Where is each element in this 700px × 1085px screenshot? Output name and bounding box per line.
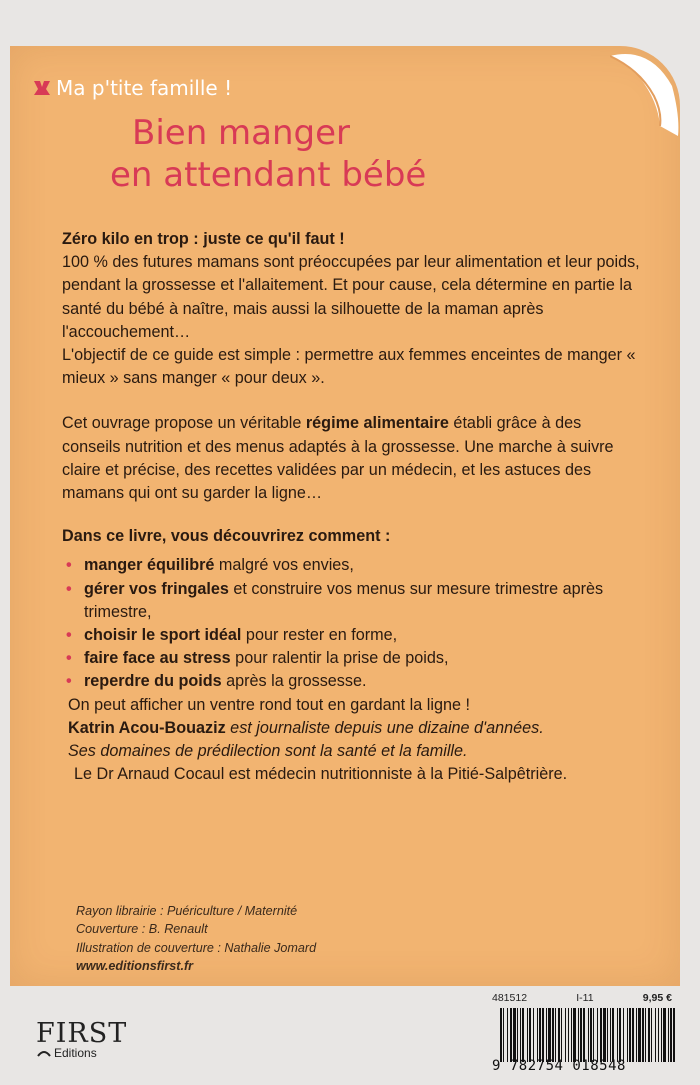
barcode-bar <box>561 1008 562 1062</box>
barcode-bar <box>648 1008 650 1062</box>
barcode-bar <box>517 1008 518 1062</box>
discover-heading: Dans ce livre, vous découvrirez comment : <box>62 527 391 546</box>
author-1-line-2: Ses domaines de prédilection sont la santé et la famille. <box>68 742 468 761</box>
barcode-bar <box>632 1008 634 1062</box>
item-bold: reperdre du poids <box>84 672 222 691</box>
barcode-bar <box>513 1008 516 1062</box>
product-code: 481512 <box>492 992 528 1004</box>
barcode-bar <box>580 1008 582 1062</box>
ampersand-icon <box>36 1048 52 1058</box>
barcode-bar <box>558 1008 560 1062</box>
item-rest: pour rester en forme, <box>241 626 398 645</box>
barcode-bar <box>661 1008 662 1062</box>
offer-bold: régime alimentaire <box>305 414 449 433</box>
barcode-bar <box>548 1008 551 1062</box>
barcode-bar <box>623 1008 624 1062</box>
author-2-post: est médecin nutritionniste à la Pitié-Salpêtrière. <box>224 765 568 784</box>
barcode-bar <box>583 1008 585 1062</box>
barcode-bar <box>588 1008 589 1062</box>
barcode-bar <box>612 1008 614 1062</box>
barcode-bar <box>668 1008 669 1062</box>
barcode-meta <box>492 992 672 1004</box>
barcode-bar <box>500 1008 502 1062</box>
item-rest: malgré vos envies, <box>214 556 354 575</box>
page-curl-corner <box>610 46 680 136</box>
barcode-bar <box>537 1008 538 1062</box>
list-item <box>62 647 642 670</box>
item-bold: gérer vos fringales <box>84 579 229 598</box>
barcode-bar <box>520 1008 521 1062</box>
publisher-name: FIRST <box>36 1018 128 1049</box>
barcode-bar <box>527 1008 528 1062</box>
item-rest: et construire vos menus sur mesure trimestre après trimestre, <box>84 579 604 621</box>
book-title <box>110 112 470 196</box>
barcode-bar <box>600 1008 602 1062</box>
barcode-bar <box>673 1008 675 1062</box>
barcode-bar <box>510 1008 512 1062</box>
bullet-icon: • <box>66 556 72 575</box>
barcode-bar <box>571 1008 572 1062</box>
item-rest: pour ralentir la prise de poids, <box>230 649 449 668</box>
item-bold: choisir le sport idéal <box>84 626 242 645</box>
barcode <box>500 1008 678 1062</box>
barcode-bar <box>542 1008 544 1062</box>
discover-list <box>62 554 642 693</box>
barcode-bar <box>573 1008 576 1062</box>
barcode-bar <box>636 1008 637 1062</box>
barcode-bar <box>568 1008 569 1062</box>
barcode-bar <box>610 1008 611 1062</box>
bullet-icon: • <box>66 672 72 691</box>
barcode-bar <box>539 1008 541 1062</box>
author-2-bio <box>62 763 642 786</box>
credit-illustration: Illustration de couverture : Nathalie Jomard <box>76 940 317 955</box>
publisher-logo <box>36 1020 127 1060</box>
barcode-bar <box>655 1008 656 1062</box>
barcode-bar <box>658 1008 659 1062</box>
barcode-bar <box>629 1008 631 1062</box>
list-item <box>62 578 642 624</box>
barcode-bar <box>555 1008 556 1062</box>
barcode-bar <box>529 1008 531 1062</box>
author-1-bio <box>62 717 642 763</box>
author-1-line-1: est journaliste depuis une dizaine d'années. <box>225 718 544 737</box>
intro-headline: Zéro kilo en trop : juste ce qu'il faut ! <box>62 230 345 248</box>
bullet-icon: • <box>66 579 72 598</box>
list-item <box>62 670 642 693</box>
list-item <box>62 624 642 647</box>
publisher-sub-text: Editions <box>54 1046 97 1060</box>
series-label <box>32 76 232 100</box>
offer-paragraph <box>62 412 642 505</box>
offer-post: établi grâce à des conseils nutrition et des menus adaptés à la grossesse. Une marche à suivre claire et précise, des recettes validées par un médecin, et les astuces des mamans qui ont su garder la ligne… <box>62 414 614 503</box>
barcode-bar <box>670 1008 672 1062</box>
offer-pre: Cet ouvrage propose un véritable <box>62 414 306 433</box>
bullet-icon: • <box>66 649 72 668</box>
barcode-bar <box>503 1008 504 1062</box>
intro-paragraph-2: L'objectif de ce guide est simple : permettre aux femmes enceintes de manger « mieux » sans manger « pour deux ». <box>62 346 636 388</box>
barcode-bar <box>522 1008 524 1062</box>
barcode-bar <box>578 1008 579 1062</box>
barcode-bar <box>619 1008 621 1062</box>
closing-line: On peut afficher un ventre rond tout en gardant la ligne ! <box>68 695 470 714</box>
series-name: Ma p'tite famille ! <box>56 76 233 100</box>
credit-rayon: Rayon librairie : Puériculture / Maternité <box>76 904 298 918</box>
barcode-bar <box>603 1008 606 1062</box>
product-ref: I-11 <box>576 992 594 1004</box>
author-1-name: Katrin Acou-Bouaziz <box>68 718 226 737</box>
author-2-name: Dr Arnaud Cocaul <box>96 765 225 784</box>
ean-number: 9 782754 018548 <box>492 1058 626 1074</box>
barcode-bar <box>607 1008 608 1062</box>
blurb <box>62 228 642 786</box>
item-bold: manger équilibré <box>84 556 215 575</box>
barcode-bar <box>552 1008 554 1062</box>
credits-block <box>76 902 476 976</box>
barcode-bar <box>565 1008 566 1062</box>
item-bold: faire face au stress <box>84 649 231 668</box>
heart-hand-icon <box>32 79 52 97</box>
barcode-bar <box>642 1008 644 1062</box>
barcode-bar <box>651 1008 652 1062</box>
item-rest: après la grossesse. <box>221 672 367 691</box>
list-item <box>62 554 642 577</box>
barcode-bar <box>533 1008 534 1062</box>
barcode-bar <box>627 1008 628 1062</box>
price: 9,95 € <box>642 992 672 1004</box>
barcode-bar <box>590 1008 592 1062</box>
barcode-bar <box>546 1008 547 1062</box>
barcode-bar <box>638 1008 641 1062</box>
barcode-bar <box>663 1008 666 1062</box>
author-2-pre: Le <box>74 765 97 784</box>
credit-cover: Couverture : B. Renault <box>76 922 208 937</box>
barcode-bar <box>593 1008 594 1062</box>
barcode-bar <box>645 1008 646 1062</box>
barcode-bar <box>617 1008 618 1062</box>
bullet-icon: • <box>66 626 72 645</box>
title-line-2: en attendant bébé <box>110 155 427 195</box>
barcode-bar <box>507 1008 508 1062</box>
intro-paragraph-1: 100 % des futures mamans sont préoccupées par leur alimentation et leur poids, pendant la grossesse et l'allaitement. Et pour cause, cela détermine en partie la santé du bébé à naître, mais aussi la silhouette de la maman après l'accouchement… <box>62 253 640 341</box>
barcode-bar <box>597 1008 598 1062</box>
title-line-1: Bien manger <box>132 113 351 153</box>
website-link[interactable]: www.editionsfirst.fr <box>76 959 194 974</box>
